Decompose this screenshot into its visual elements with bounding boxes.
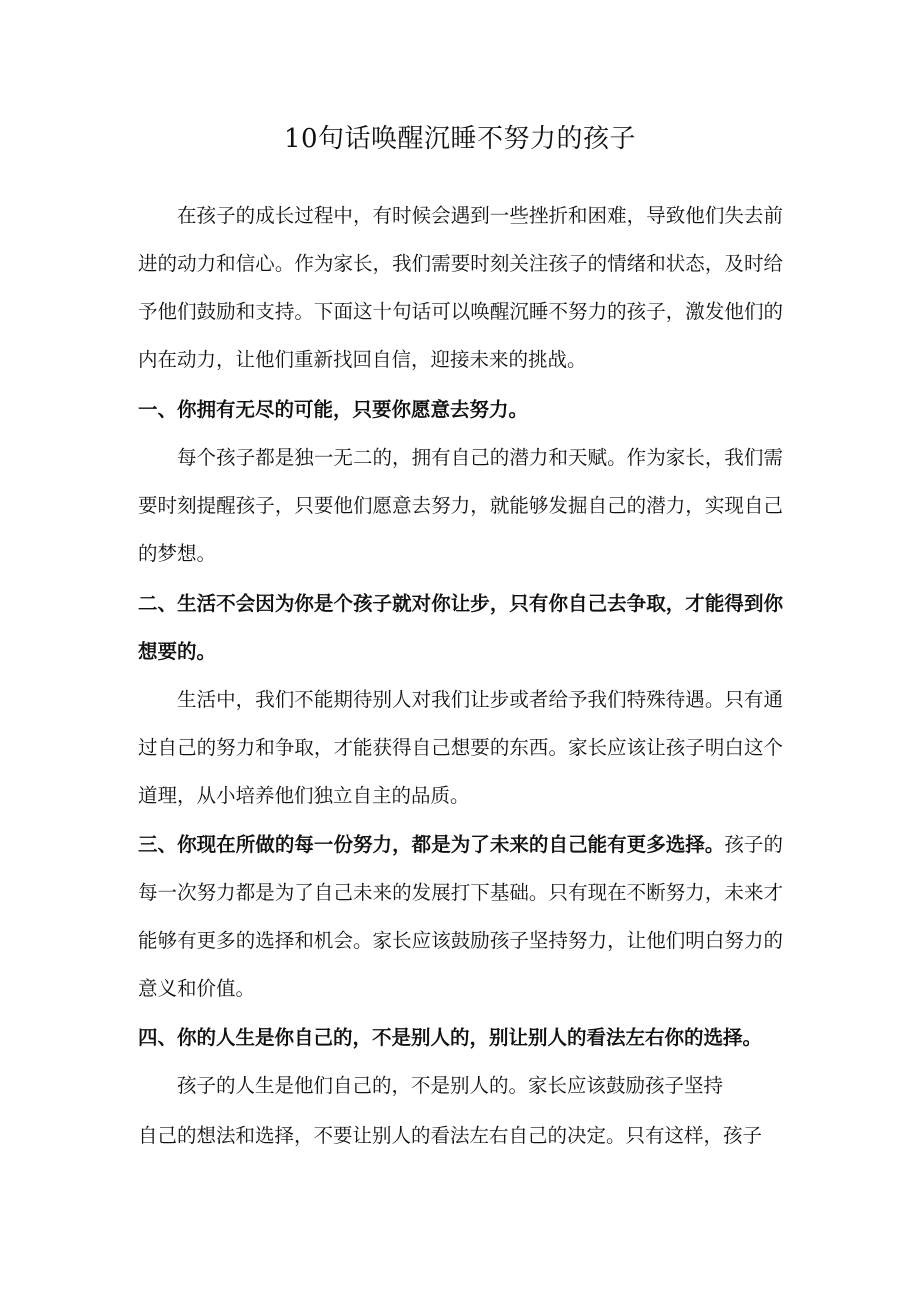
section-1-heading: 一、你拥有无尽的可能，只要你愿意去努力。 — [138, 398, 529, 421]
intro-paragraph: 在孩子的成长过程中，有时候会遇到一些挫折和困难，导致他们失去前进的动力和信心。作为家长，我们需要时刻关注孩子的情绪和状态，及时给予他们鼓励和支持。下面这十句话可以唤醒沉睡不努力的孩子，激发他们的内在动力，让他们重新找回自信，迎接未来的挑战。 — [138, 204, 783, 371]
section-4-heading: 四、你的人生是你自己的，不是别人的，别让别人的看法左右你的选择。 — [138, 1026, 763, 1049]
section-2-heading: 二、生活不会因为你是个孩子就对你让步，只有你自己去争取，才能得到你想要的。 — [138, 592, 783, 663]
section-3-paragraph — [138, 821, 783, 1013]
section-3-heading: 三、你现在所做的每一份努力，都是为了未来的自己能有更多选择。 — [138, 833, 725, 856]
document-title: 10句话唤醒沉睡不努力的孩子 — [283, 124, 637, 154]
section-4-body-line-2: 自己的想法和选择，不要让别人的看法左右自己的决定。只有这样，孩子 — [138, 1124, 763, 1147]
section-2-body: 生活中，我们不能期待别人对我们让步或者给予我们特殊待遇。只有通过自己的努力和争取，才能获得自己想要的东西。家长应该让孩子明白这个道理，从小培养他们独立自主的品质。 — [138, 688, 783, 807]
section-1-body: 每个孩子都是独一无二的，拥有自己的潜力和天赋。作为家长，我们需要时刻提醒孩子，只要他们愿意去努力，就能够发掘自己的潜力，实现自己的梦想。 — [138, 446, 783, 565]
section-4-body-line-1: 孩子的人生是他们自己的，不是别人的。家长应该鼓励孩子坚持 — [177, 1074, 724, 1097]
section-3-body: 孩子的每一次努力都是为了自己未来的发展打下基础。只有现在不断努力，未来才能够有更多的选择和机会。家长应该鼓励孩子坚持努力，让他们明白努力的意义和价值。 — [138, 833, 783, 1000]
